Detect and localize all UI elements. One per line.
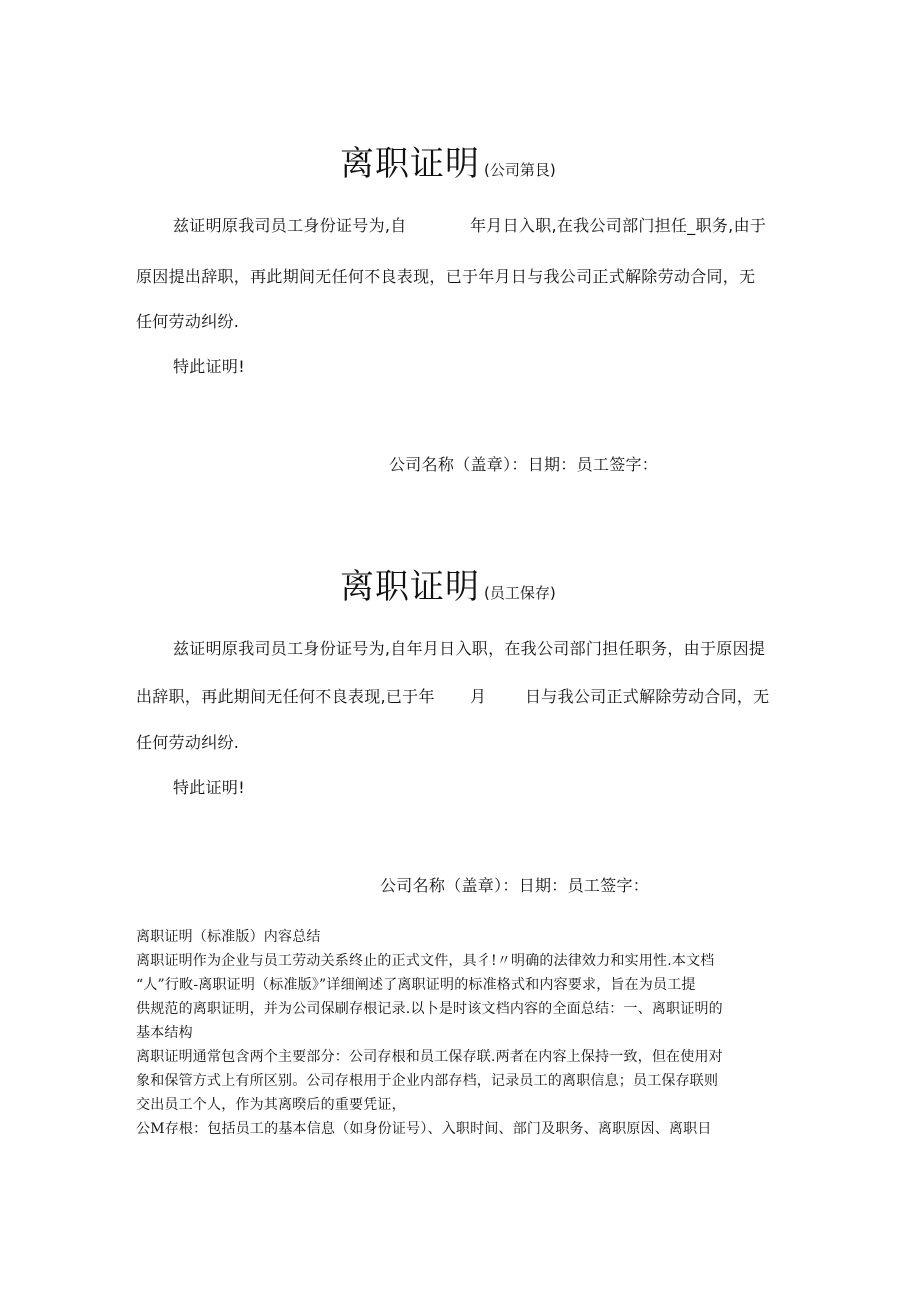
body-line-3: 任何劳动纠纷. [136,312,240,331]
signature-line: 公司名称（盖章）：日期：员工签字： [389,455,659,474]
summary-line: 离职证明通常包含两个主要部分：公司存根和员工保存联.两者在内容上保持一致，但在使用对 [136,1049,723,1065]
summary-line: 供规范的离职证明，并为公司保刷存根记录.以卜是时该文档内容的全面总结：一、离职证明的 [136,1001,723,1017]
title-note: (员工保存) [484,584,556,602]
body-line-1a: 兹证明原我司员工身份证号为,自 [173,216,407,235]
closing-text: 特此证明! [173,778,245,797]
body-line-3: 任何劳动纠纷. [136,733,240,752]
summary-heading: 离职证明（标准版）内容总结 [136,929,321,945]
summary-line: 离职证明作为企业与员工劳动关系终止的正式文件，具彳!〃明确的法律效力和实用性.本文档 [136,953,715,969]
summary-line: 基本结构 [136,1025,193,1041]
body-line-1: 兹证明原我司员工身份证号为,自年月日入职，在我公司部门担任职务，由于原因提 [173,639,766,658]
body-line-2c: 日与我公司正式解除劳动合同，无 [525,687,770,706]
certificate-title-company [340,136,556,185]
body-line-1b: 年月日入职,在我公司部门担任_职务,由于 [470,216,767,235]
body-line-2: 原因提出辞职，再此期间无任何不良表现，已于年月日与我公司正式解除劳动合同，无 [136,267,756,286]
summary-line: 交出员工个人，作为其离暌后的重要凭证， [136,1097,406,1113]
body-line-2b: 月 [470,687,487,706]
title-text: 离职证明 [340,144,480,184]
title-note: (公司第艮) [484,161,556,179]
signature-line: 公司名称（盖章）：日期：员工签字： [380,876,650,895]
summary-line: 象和保管方式上有所区别。公司存根用于企业内部存档，记录员工的离职信息；员工保存联则 [136,1073,719,1089]
body-line-2a: 出辞职，再此期间无任何不良表现,已于年 [136,687,435,706]
certificate-title-employee [340,559,556,608]
summary-line: “人”行畋-离职证明（标准版》”详细阐述了离职证明的标准格式和内容要求，旨在为员工提 [136,977,696,993]
summary-line: 公M存根：包括员工的基本信息（如身份证号）、入职时间、部门及职务、离职原因、离职日 [136,1121,712,1137]
title-text: 离职证明 [340,567,480,607]
closing-text: 特此证明! [173,357,245,376]
